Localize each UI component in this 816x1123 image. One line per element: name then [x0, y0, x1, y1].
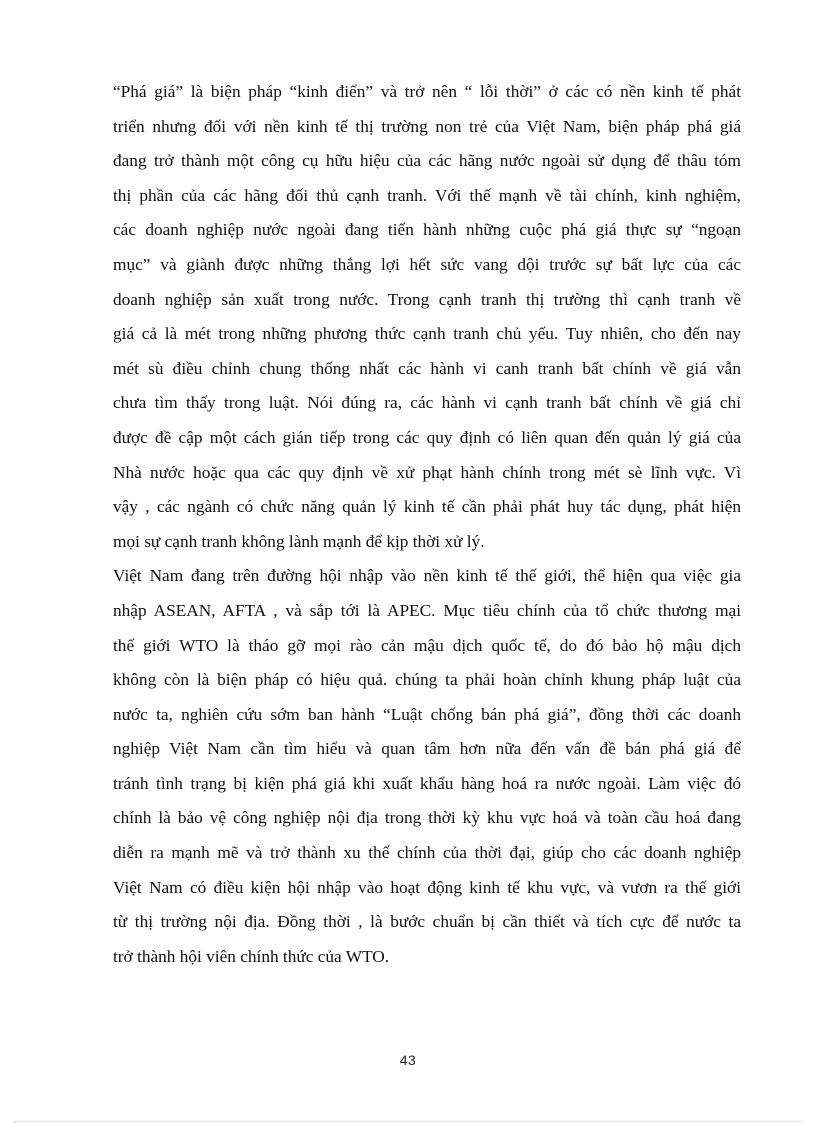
text-line: mục” và giành được những thắng lợi hết sức vang dội trước sự bất lực của các — [113, 254, 741, 274]
page-bottom-border — [14, 1121, 802, 1122]
text-line: nghiệp Việt Nam cần tìm hiểu và quan tâm hơn nữa đến vấn đề bán phá giá để — [113, 739, 741, 759]
paragraph-2 — [113, 559, 741, 974]
paragraph-1 — [113, 75, 741, 559]
text-line: chính là bảo vệ công nghiệp nội địa trong thời kỳ khu vực hoá và toàn cầu hoá đang — [113, 808, 741, 828]
text-line: “Phá giá” là biện pháp “kinh điển” và trở nên “ lỗi thời” ở các có nền kinh tế phát — [113, 82, 741, 101]
text-line: được đề cập một cách gián tiếp trong các quy định có liên quan đến quản lý giá của — [113, 427, 741, 447]
text-line: vậy , các ngành có chức năng quản lý kinh tế cần phải phát huy tác dụng, phát hiện — [113, 497, 741, 517]
text-line: thị phần của các hãng đối thủ cạnh tranh. Với thế mạnh về tài chính, kinh nghiệm, — [113, 185, 741, 205]
text-line: giá cả là mét trong những phương thức cạnh tranh chủ yếu. Tuy nhiên, cho đến nay — [113, 324, 741, 344]
text-line: nhập ASEAN, AFTA , và sắp tới là APEC. Mục tiêu chính của tổ chức thương mại — [113, 600, 741, 620]
text-line: mét sù điều chỉnh chung thống nhất các hành vi canh tranh bất chính về giá vẫn — [113, 358, 741, 378]
text-line: mọi sự cạnh tranh không lành mạnh để kịp thời xử lý. — [113, 531, 485, 551]
text-line: nước ta, nghiên cứu sớm ban hành “Luật chống bán phá giá”, đồng thời các doanh — [113, 704, 741, 724]
text-line: Việt Nam có điều kiện hội nhập vào hoạt động kinh tế khu vực, và vươn ra thế giới — [113, 877, 741, 897]
text-line: chưa tìm thấy trong luật. Nói đúng ra, các hành vi cạnh tranh bất chính về giá chỉ — [113, 393, 741, 413]
page-number: 43 — [399, 1052, 417, 1068]
text-line: diễn ra mạnh mẽ và trở thành xu thế chính của thời đại, giúp cho các doanh nghiệp — [113, 843, 741, 863]
text-line: thế giới WTO là tháo gỡ mọi rào cản mậu dịch quốc tế, do đó bảo hộ mậu dịch — [113, 635, 741, 655]
body-text — [113, 75, 741, 974]
text-line: trở thành hội viên chính thức của WTO. — [113, 946, 390, 966]
text-line: tránh tình trạng bị kiện phá giá khi xuất khẩu hàng hoá ra nước ngoài. Làm việc đó — [113, 773, 741, 793]
text-line: từ thị trường nội địa. Đồng thời , là bước chuẩn bị cần thiết và tích cực để nước ta — [113, 912, 741, 932]
text-line: Nhà nước hoặc qua các quy định về xử phạt hành chính trong mét sè lĩnh vực. Vì — [113, 462, 741, 482]
text-line: không còn là biện pháp có hiệu quả. chúng ta phải hoàn chỉnh khung pháp luật của — [113, 670, 741, 690]
text-line: doanh nghiệp sản xuất trong nước. Trong cạnh tranh thị trường thì cạnh tranh về — [113, 289, 741, 309]
text-line: đang trở thành một công cụ hữu hiệu của các hãng nước ngoài sử dụng để thâu tóm — [113, 151, 741, 171]
text-line: triển nhưng đối với nền kinh tế thị trường non trẻ của Việt Nam, biện pháp phá giá — [113, 116, 741, 136]
text-line: các doanh nghiệp nước ngoài đang tiến hành những cuộc phá giá thực sự “ngoạn — [113, 220, 741, 240]
text-line: Việt Nam đang trên đường hội nhập vào nền kinh tế thế giới, thể hiện qua việc gia — [113, 566, 741, 586]
